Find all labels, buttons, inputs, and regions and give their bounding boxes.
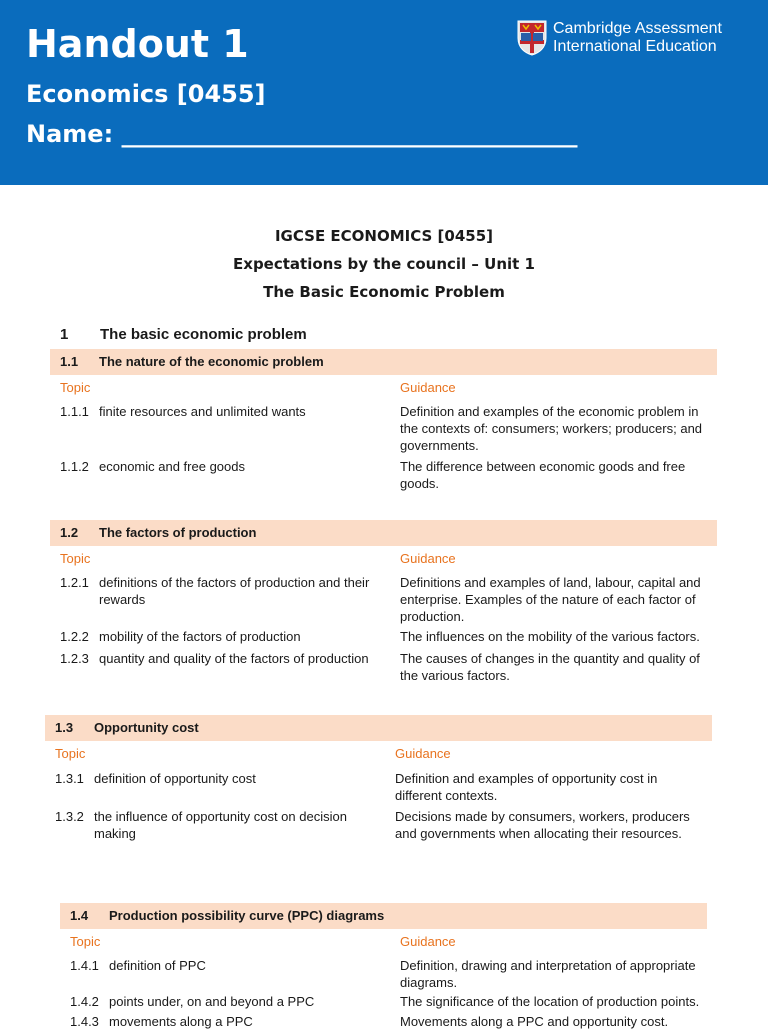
topic-text: definitions of the factors of production and their rewards <box>99 575 370 607</box>
section-band <box>60 903 707 929</box>
topic-number: 1.4.2 <box>70 994 99 1009</box>
guidance-text: The significance of the location of production points. <box>400 994 700 1009</box>
topic-text: the influence of opportunity cost on decision making <box>94 809 347 841</box>
topic-number: 1.4.1 <box>70 958 99 973</box>
section-label: Production possibility curve (PPC) diagrams <box>109 908 385 923</box>
topic-number: 1.1.1 <box>60 404 89 419</box>
expectations-title: Expectations by the council – Unit 1 <box>233 255 535 273</box>
topic-number: 1.3.1 <box>55 771 84 786</box>
guidance-column-header: Guidance <box>400 551 456 566</box>
section-1-1 <box>50 349 717 499</box>
section-1-4 <box>60 903 707 1029</box>
topic-column-header: Topic <box>60 380 91 395</box>
topic-column-header: Topic <box>60 551 91 566</box>
guidance-column-header: Guidance <box>400 934 456 949</box>
logo-text-line1: Cambridge Assessment <box>553 20 722 37</box>
cambridge-logo <box>517 20 747 56</box>
topic-column-header: Topic <box>55 746 86 761</box>
guidance-text: Movements along a PPC and opportunity cost. <box>400 1014 669 1029</box>
topic-text: definition of opportunity cost <box>94 771 256 786</box>
document-heading <box>0 222 768 306</box>
section-band <box>45 715 712 741</box>
unit-title: The Basic Economic Problem <box>263 283 505 301</box>
guidance-text: Definitions and examples of land, labour, capital and enterprise. Examples of the nature of each factor of production. <box>400 575 701 624</box>
section-band <box>50 520 717 546</box>
guidance-text: Definition and examples of opportunity cost in different contexts. <box>395 771 658 803</box>
course-title: IGCSE ECONOMICS [0455] <box>274 227 494 245</box>
guidance-column-header: Guidance <box>395 746 451 761</box>
topic-number: 1.2.3 <box>60 651 89 666</box>
topic-number: 1.4.3 <box>70 1014 99 1029</box>
section-number: 1.1 <box>60 354 79 369</box>
section-1-3 <box>45 715 712 855</box>
topic-text: quantity and quality of the factors of production <box>99 651 369 666</box>
subject-line: Economics [0455] <box>26 80 266 108</box>
header-banner <box>0 0 768 185</box>
section-number: 1.4 <box>70 908 89 923</box>
unit-number: 1 <box>60 326 69 343</box>
guidance-text: The influences on the mobility of the various factors. <box>400 629 700 644</box>
guidance-column-header: Guidance <box>400 380 456 395</box>
unit-label: The basic economic problem <box>100 326 307 343</box>
topic-text: finite resources and unlimited wants <box>99 404 306 419</box>
topic-number: 1.1.2 <box>60 459 89 474</box>
guidance-text: Definition, drawing and interpretation of appropriate diagrams. <box>400 958 696 990</box>
section-label: Opportunity cost <box>94 720 199 735</box>
topic-text: economic and free goods <box>99 459 245 474</box>
guidance-text: The causes of changes in the quantity and quality of the various factors. <box>400 651 700 683</box>
section-band <box>50 349 717 375</box>
section-number: 1.2 <box>60 525 79 540</box>
logo-text-line2: International Education <box>553 38 717 55</box>
guidance-text: Definition and examples of the economic problem in the contexts of: consumers; workers; producers; and governments. <box>400 404 703 453</box>
topic-text: points under, on and beyond a PPC <box>109 994 315 1009</box>
name-field-label: Name: ______________________________________ <box>26 120 578 148</box>
topic-text: mobility of the factors of production <box>99 629 301 644</box>
cambridge-shield-icon <box>517 20 547 56</box>
handout-title: Handout 1 <box>26 22 249 66</box>
topic-number: 1.2.2 <box>60 629 89 644</box>
section-number: 1.3 <box>55 720 74 735</box>
topic-number: 1.2.1 <box>60 575 89 590</box>
section-1-2 <box>50 520 717 690</box>
topic-text: definition of PPC <box>109 958 206 973</box>
section-label: The factors of production <box>99 525 257 540</box>
topic-column-header: Topic <box>70 934 101 949</box>
guidance-text: Decisions made by consumers, workers, producers and governments when allocating their resources. <box>395 809 690 841</box>
topic-number: 1.3.2 <box>55 809 84 824</box>
topic-text: movements along a PPC <box>109 1014 253 1029</box>
section-label: The nature of the economic problem <box>99 354 324 369</box>
guidance-text: The difference between economic goods and free goods. <box>400 459 686 491</box>
